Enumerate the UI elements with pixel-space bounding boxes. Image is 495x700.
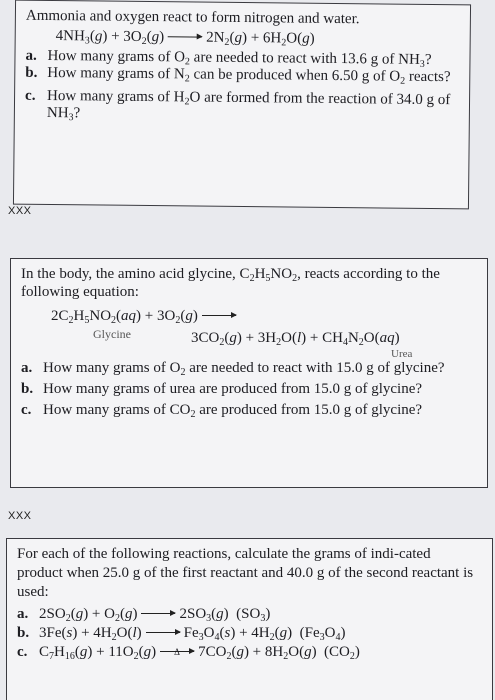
problem-intro: For each of the following reactions, calculate the grams of indi-cated product when 25.0 g of the first reactant and 40.0 g of the second reactant is used: [17, 546, 474, 600]
chemical-equation-left: $2C_2H_5NO_2(aq) + 3O_2(g)$ [21, 307, 475, 326]
chemical-equation: $4NH_3(g) + 3O_2(g) 2N_2(g) + 6H_2O(g)$ [55, 28, 315, 49]
chemical-equation-right: $3CO_2(g) + 3H_2O(l) + CH_4N_2O(aq)$ [191, 330, 400, 348]
problem-box-reactions [6, 538, 493, 700]
problem-intro: Ammonia and oxygen react to form nitrogen and water. [25, 7, 360, 28]
glycine-label: Glycine [93, 327, 131, 341]
separator-label: XXX [8, 205, 32, 217]
reaction-b: b. $3Fe(s) + 4H_2O(l) Fe_3O_4(s) + 4H_2(g)$ $(Fe_3O_4)$ [17, 625, 346, 643]
question-a: a. How many grams of $O_2$ are needed to react with 13.6 g of $NH_3$? [25, 47, 432, 70]
reaction-a: a. $2SO_2(g) + O_2(g)$ $2SO_3(g)$ $(SO_3)$ [17, 606, 271, 624]
question-a: a. How many grams of $O_2$ are needed to react with 15.0 g of glycine? [21, 360, 445, 378]
question-b: b. How many grams of urea are produced from 15.0 g of glycine? [21, 381, 423, 397]
separator-label: XXX [8, 510, 32, 522]
question-b: b. How many grams of $N_2$ can be produced when 6.50 g of $O_2$ reacts? [25, 64, 451, 87]
problem-intro: In the body, the amino acid glycine, $C_2H_5NO_2$, reacts according to the following equation: [21, 266, 440, 300]
reaction-c: c. $C_7H_{16}(g) + 11O_2(g)$ Δ $7CO_2(g) + 8H_2O(g)$ $(CO_2)$ [17, 644, 360, 662]
urea-label: Urea [391, 348, 413, 360]
question-c: c. How many grams of $H_2O$ are formed from the reaction of 34.0 g of $NH_3$? [24, 87, 451, 124]
equation-line-2 [21, 326, 475, 346]
problem-box-glycine [10, 258, 488, 488]
problem-box-ammonia [13, 0, 471, 209]
question-c: c. How many grams of $CO_2$ are produced from 15.0 g of glycine? [21, 402, 423, 420]
